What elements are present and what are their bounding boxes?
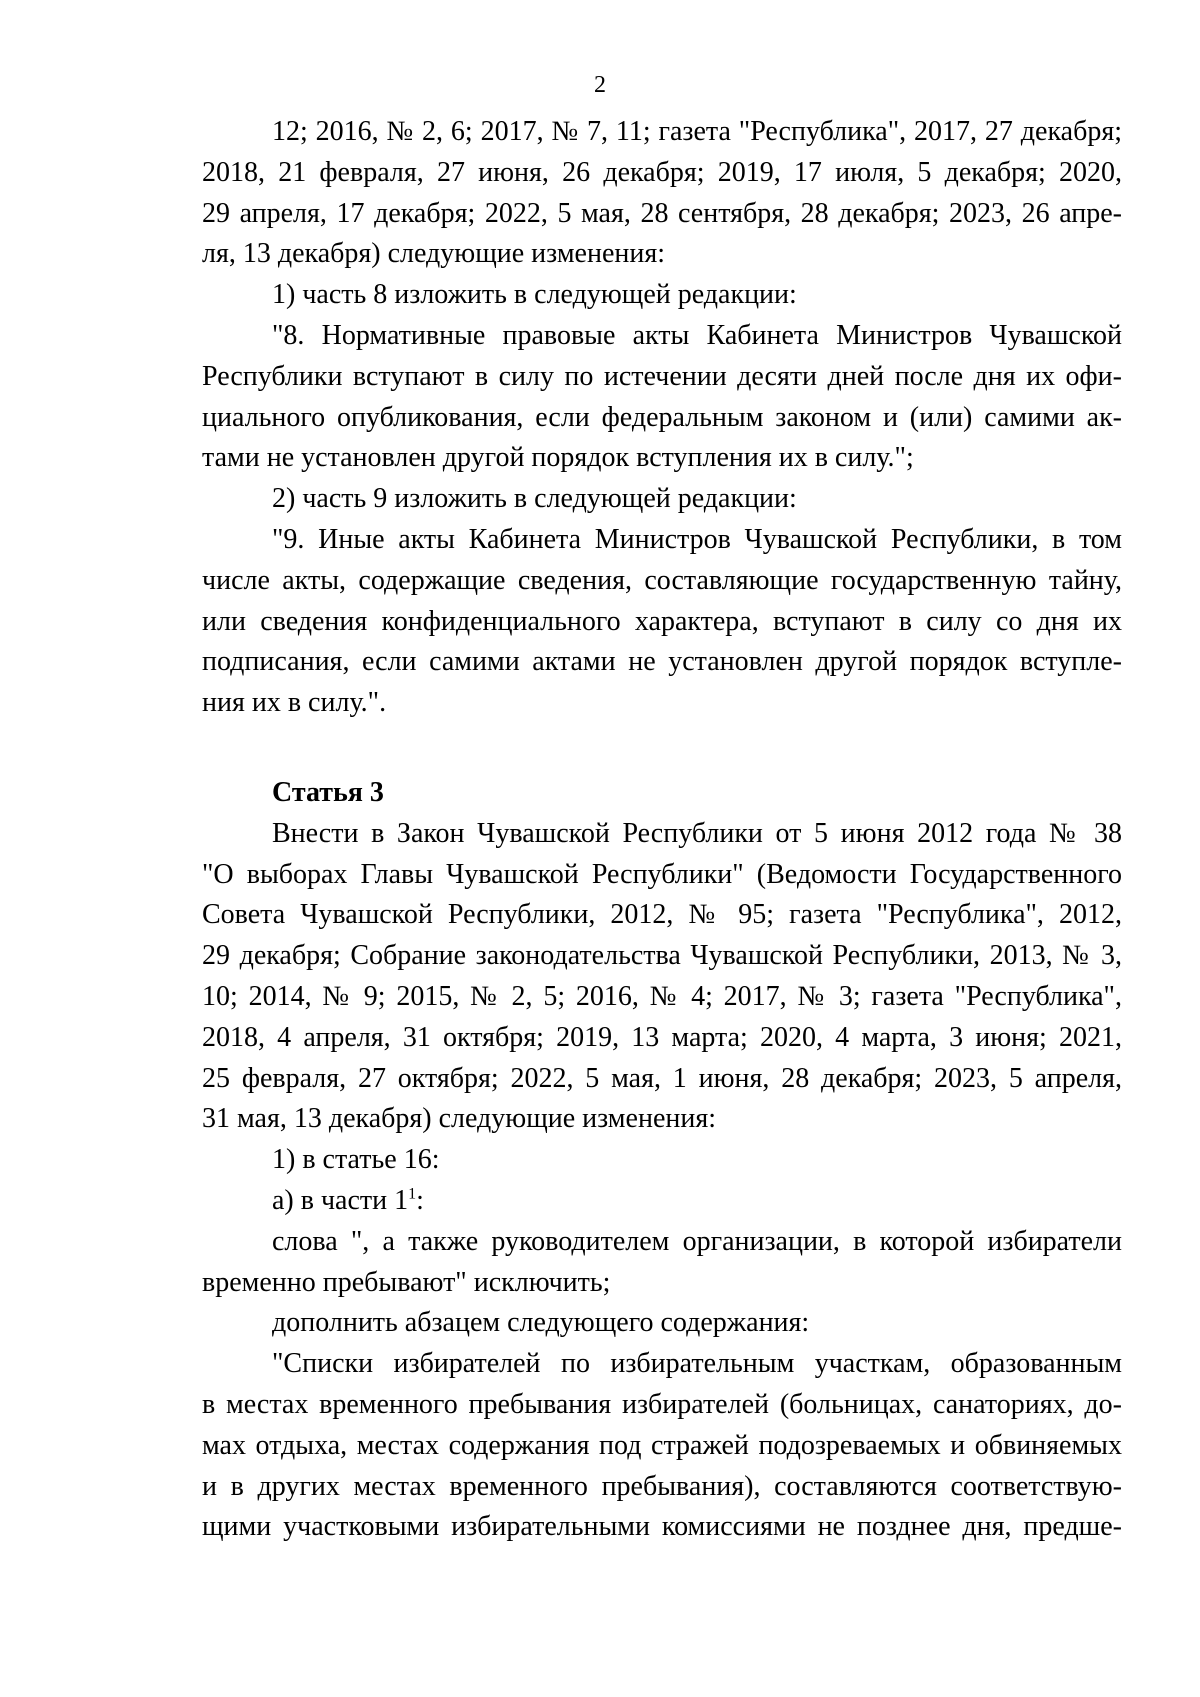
subitem-a-superscript: 1: [408, 1185, 417, 1203]
paragraph-line: "9. Иные акты Кабинета Министров Чувашской Республики, в том: [272, 523, 1122, 555]
paragraphs-before: [202, 112, 1122, 724]
paragraph-line: 2018, 21 февраля, 27 июня, 26 декабря; 2019, 17 июля, 5 декабря; 2020,: [202, 156, 1122, 188]
paragraph-line: ля, 13 декабря) следующие изменения:: [202, 238, 666, 270]
paragraph-line: "8. Нормативные правовые акты Кабинета Министров Чувашской: [272, 319, 1122, 351]
paragraph-line: подписания, если самими актами не установлен другой порядок вступле-: [202, 646, 1122, 678]
paragraph-line: Внести в Закон Чувашской Республики от 5 июня 2012 года № 38: [272, 817, 1122, 849]
paragraph-line: 29 апреля, 17 декабря; 2022, 5 мая, 28 сентября, 28 декабря; 2023, 26 апре-: [202, 197, 1122, 229]
paragraph-line: временно пребывают" исключить;: [202, 1266, 611, 1298]
paragraph-line: дополнить абзацем следующего содержания:: [272, 1307, 810, 1339]
paragraph-line: 29 декабря; Собрание законодательства Чувашской Республики, 2013, № 3,: [202, 940, 1122, 972]
paragraphs-after: [202, 814, 1122, 1181]
paragraph-line: 2018, 4 апреля, 31 октября; 2019, 13 марта; 2020, 4 марта, 3 июня; 2021,: [202, 1021, 1122, 1053]
paragraph-line: Республики вступают в силу по истечении десяти дней после дня их офи-: [202, 360, 1122, 392]
paragraph-line: в местах временного пребывания избирателей (больницах, санаториях, до-: [202, 1388, 1122, 1420]
paragraph-line: и в других местах временного пребывания), составляются соответствую-: [202, 1470, 1122, 1502]
paragraph-line: тами не установлен другой порядок вступления их в силу.";: [202, 442, 914, 474]
subitem-a-text: а) в части 1: [272, 1184, 409, 1216]
paragraph-line: слова ", а также руководителем организации, в которой избиратели: [272, 1225, 1122, 1257]
paragraph-line: мах отдыха, местах содержания под стражей подозреваемых и обвиняемых: [202, 1429, 1122, 1461]
paragraph-line: 25 февраля, 27 октября; 2022, 5 мая, 1 июня, 28 декабря; 2023, 5 апреля,: [202, 1062, 1122, 1094]
paragraph-line: щими участковыми избирательными комиссиями не позднее дня, предше-: [202, 1511, 1122, 1543]
page-number: 2: [594, 72, 606, 98]
paragraph-line: ния их в силу.".: [202, 687, 387, 719]
paragraph-line: или сведения конфиденциального характера, вступают в силу со дня их: [202, 605, 1122, 637]
paragraph-line: 1) часть 8 изложить в следующей редакции:: [272, 279, 797, 311]
paragraph-line: 2) часть 9 изложить в следующей редакции:: [272, 483, 797, 515]
paragraph-line: циального опубликования, если федеральным законом и (или) самими ак-: [202, 401, 1122, 433]
paragraph-line: "Списки избирателей по избирательным участкам, образованным: [272, 1348, 1122, 1380]
paragraph-line: 12; 2016, № 2, 6; 2017, № 7, 11; газета "Республика", 2017, 27 декабря;: [272, 116, 1122, 147]
document-body: [202, 112, 1122, 1548]
paragraph-line: 31 мая, 13 декабря) следующие изменения:: [202, 1103, 716, 1135]
paragraph-line: числе акты, содержащие сведения, составляющие государственную тайну,: [202, 564, 1122, 596]
paragraph-line: Совета Чувашской Республики, 2012, № 95; газета "Республика", 2012,: [202, 899, 1122, 931]
paragraph-line: 1) в статье 16:: [272, 1144, 440, 1176]
subitem-a: [202, 1181, 1122, 1222]
paragraph-line: 10; 2014, № 9; 2015, № 2, 5; 2016, № 4; 2017, № 3; газета "Республика",: [202, 980, 1122, 1012]
article-heading: Статья 3: [272, 776, 384, 808]
subitem-a-suffix: :: [416, 1184, 424, 1216]
paragraph-line: "О выборах Главы Чувашской Республики" (Ведомости Государственного: [202, 858, 1122, 890]
paragraphs-end: [202, 1222, 1122, 1548]
